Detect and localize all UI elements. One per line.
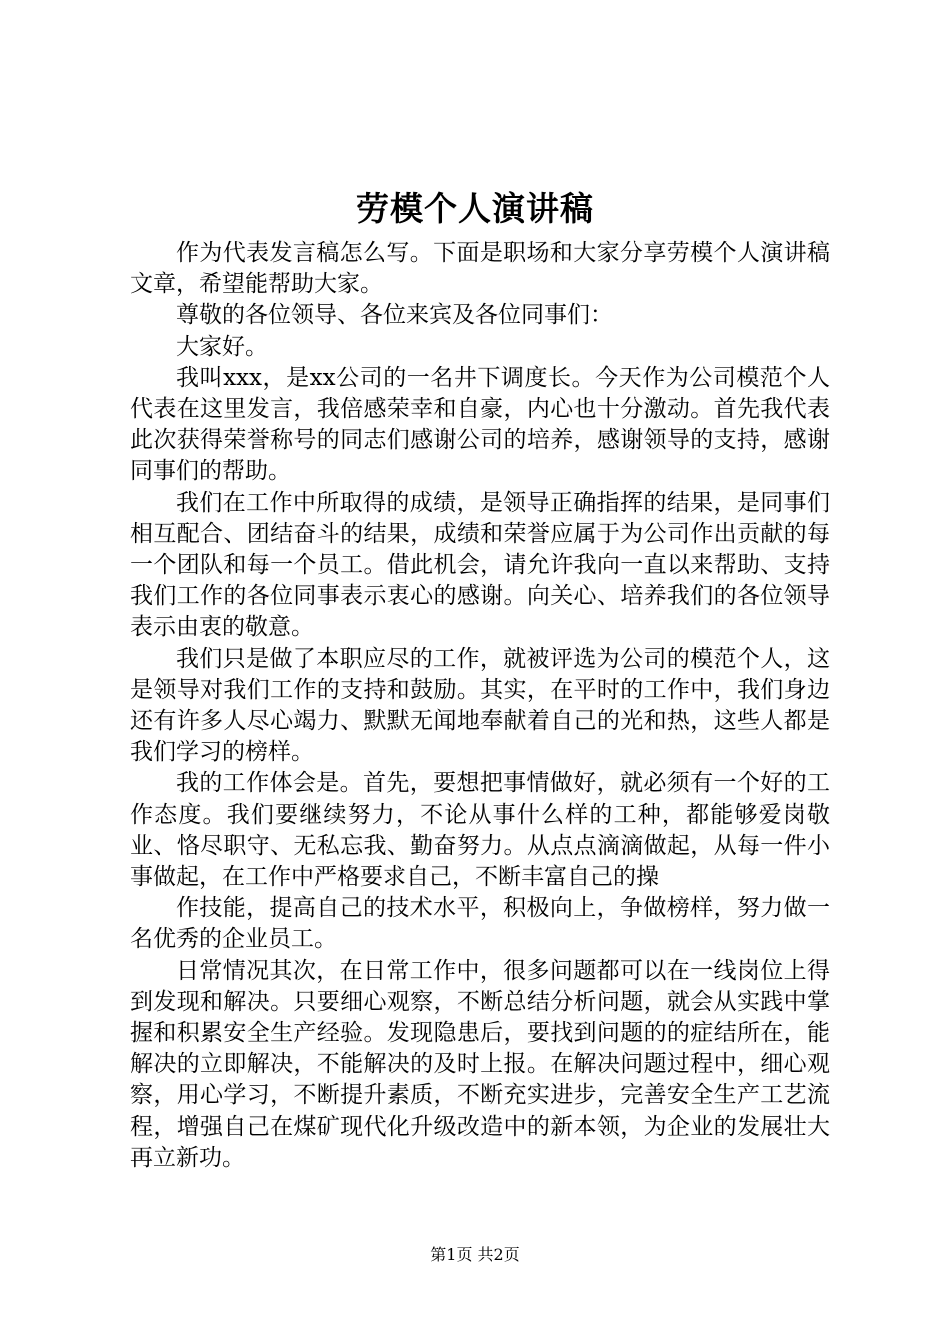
paragraph-daily-work: 日常情况其次，在日常工作中，很多问题都可以在一线岗位上得到发现和解决。只要细心观察，不断总结分析问题，就会从实践中掌握和积累安全生产经验。发现隐患后，要找到问题的的症结所在，能解决的立即解决，不能解决的及时上报。在解决问题过程中，细心观察，用心学习，不断提升素质，不断充实进步，完善安全生产工艺流程，增强自己在煤矿现代化升级改造中的新本领，为企业的发展壮大再立新功。: [130, 957, 830, 1171]
document-title: 劳模个人演讲稿: [356, 189, 594, 228]
paragraph-intro: 作为代表发言稿怎么写。下面是职场和大家分享劳模个人演讲稿文章，希望能帮助大家。: [130, 240, 830, 298]
paragraph-self-introduction: 我叫xxx，是xx公司的一名井下调度长。今天作为公司模范个人代表在这里发言，我倍感荣幸和自豪，内心也十分激动。首先我代表此次获得荣誉称号的同志们感谢公司的培养，感谢领导的支持，感谢同事们的帮助。: [130, 364, 830, 485]
page-footer: 第1页 共2页: [430, 1245, 520, 1264]
paragraph-salutation: 尊敬的各位领导、各位来宾及各位同事们：: [176, 302, 613, 329]
paragraph-skills: 作技能，提高自己的技术水平，积极向上，争做榜样，努力做一名优秀的企业员工。: [130, 895, 830, 953]
document-body: [130, 238, 830, 1174]
paragraph-achievements: 我们在工作中所取得的成绩，是领导正确指挥的结果，是同事们相互配合、团结奋斗的结果，成绩和荣誉应属于为公司作出贡献的每一个团队和每一个员工。借此机会，请允许我向一直以来帮助、支持我们工作的各位同事表示衷心的感谢。向关心、培养我们的各位领导表示由衷的敬意。: [130, 489, 830, 641]
paragraph-role-models: 我们只是做了本职应尽的工作，就被评选为公司的模范个人，这是领导对我们工作的支持和鼓励。其实，在平时的工作中，我们身边还有许多人尽心竭力、默默无闻地奉献着自己的光和热，这些人都是我们学习的榜样。: [130, 645, 830, 766]
paragraph-work-experience: 我的工作体会是。首先，要想把事情做好，就必须有一个好的工作态度。我们要继续努力，不论从事什么样的工种，都能够爱岗敬业、恪尽职守、无私忘我、勤奋努力。从点点滴滴做起，从每一件小事做起，在工作中严格要求自己，不断丰富自己的操: [130, 770, 830, 891]
paragraph-greeting: 大家好。: [176, 333, 268, 360]
